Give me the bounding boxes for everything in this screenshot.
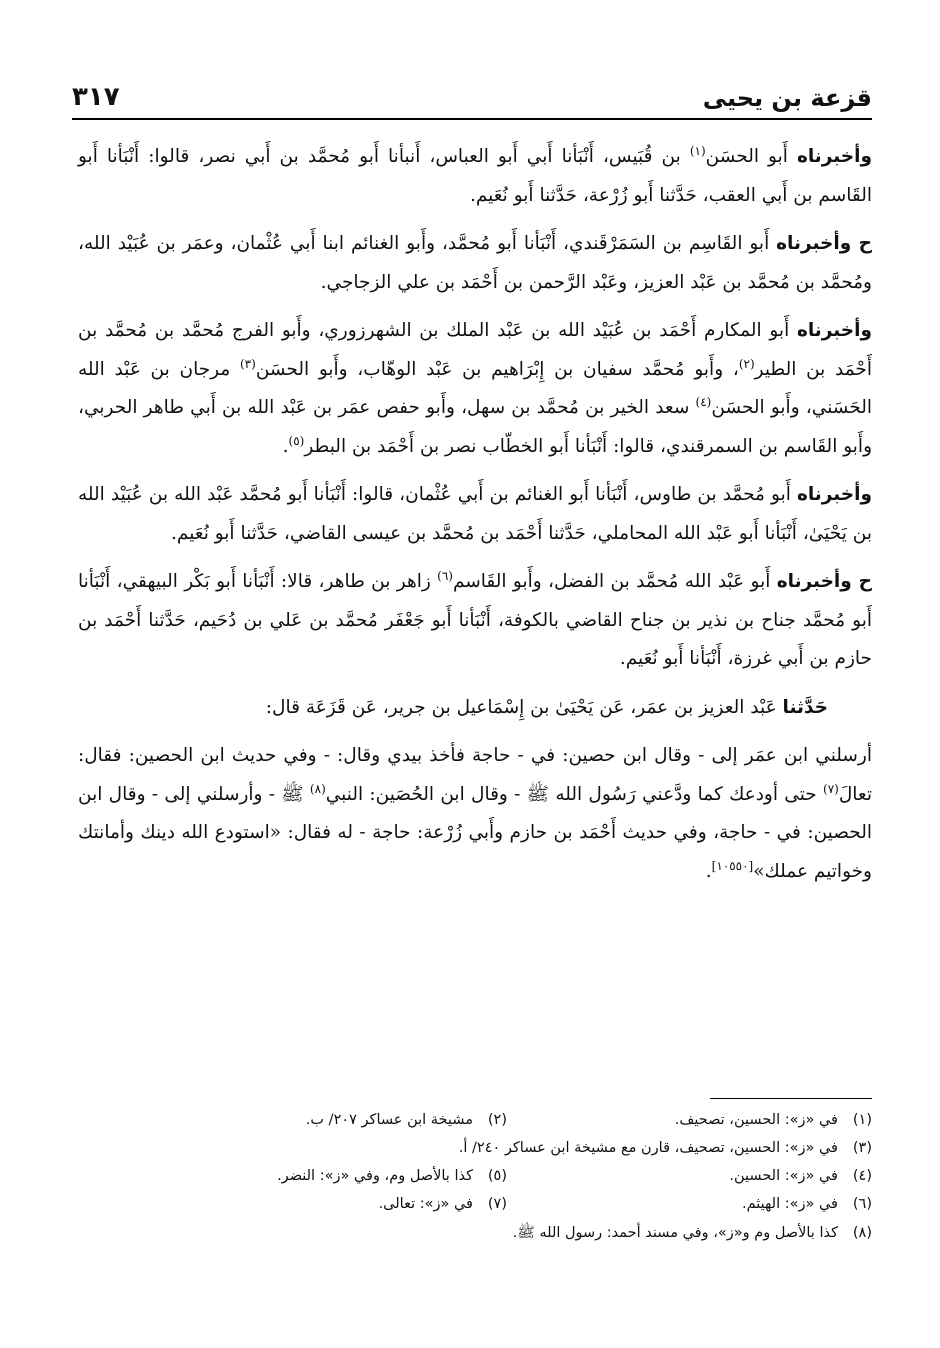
paragraph-lead: ح وأخبرناه <box>776 233 872 254</box>
footnote <box>675 1112 872 1128</box>
footnote-ref: (٣) <box>239 356 256 371</box>
text-segment: أَبو الحسَن <box>705 146 797 167</box>
text-segment: سعد الخير بن مُحمَّد بن سهل، وأَبو حفص عمَر بن عَبْد الله بن أَبي طاهر الحربي، وأَبو القَاسم بن السمرقندي، قالوا: أَنْبَأنا أَبو الخطّاب نصر بن أَحْمَد بن البطر <box>78 397 872 457</box>
footnote-number: (٧) <box>487 1196 507 1212</box>
footnote-text: في «ز»: الهيثم. <box>741 1196 838 1212</box>
text-segment: أَبو مُحمَّد بن طاوس، أَنْبَأنا أَبو الغنائم بن أَبي عُثْمان، قالوا: أَنْبَأنا أَبو مُحمَّد عَبْد الله بن عُبَيْد الله بن يَحْيَىٰ، أَنْبَأنا أَبو عَبْد الله المحاملي، حَدَّثنا أَحْمَد بن مُحمَّد بن عيسى القاضي، حَدَّثنا أَبو نُعَيم. <box>78 484 872 544</box>
text-segment: . <box>705 860 712 882</box>
footnote-number: (٦) <box>852 1196 872 1212</box>
footnote-number: (٣) <box>852 1140 872 1156</box>
running-title: قزعة بن يحيى <box>702 84 872 112</box>
paragraph <box>78 476 872 553</box>
text-segment: حتى أودعك كما ودَّعني رَسُول الله ﷺ - وقال ابن الحُصَين: النبي <box>325 783 824 805</box>
text-segment: ، وأَبو مُحمَّد سفيان بن إِبْرَاهيم بن عَبْد الوهّاب، وأَبو الحسَن <box>255 358 739 380</box>
paragraph-lead: وأخبرناه <box>796 320 872 341</box>
footnote-number: (٢) <box>487 1112 507 1128</box>
footnote-row <box>100 1112 872 1140</box>
paragraph-lead: حَدَّثنا <box>782 696 828 718</box>
footnote-ref: [١٠٥٥٠] <box>711 858 754 873</box>
paragraph <box>78 312 872 466</box>
footnote-ref: (٢) <box>738 356 755 371</box>
paragraph <box>78 138 872 215</box>
text-segment: زاهر بن طاهر، قالا: أَنْبَأنا أَبو بَكْر البيهقي، أَنْبَأنا أَبو مُحمَّد جناح بن نذير بن جناح القاضي بالكوفة، أَنْبَأنا أَبو جَعْفَر مُحمَّد بن عَلي بن دُحَيم، حَدَّثنا أَحْمَد بن حازم بن أَبي غرزة، أَنْبَأنا أَبو نُعَيم. <box>78 571 872 669</box>
text-segment: ﷺ - وأرسلني إلى - وقال ابن الحصين: في - حاجة، وفي حديث أَحْمَد بن حازم وأَبي زُرْعة: حاجة - له فقال: «استودع الله دينك وأمانتك وخواتيم عملك» <box>78 783 872 882</box>
footnote-row <box>100 1168 872 1196</box>
paragraph-lead: وأخبرناه <box>796 146 872 167</box>
paragraph-lead: ح وأخبرناه <box>776 571 873 592</box>
footnote <box>742 1196 872 1212</box>
paragraph <box>78 737 872 891</box>
page-header <box>72 78 872 120</box>
footnote-ref: (٥) <box>288 433 305 448</box>
footnote <box>729 1168 872 1184</box>
footnote <box>379 1196 507 1212</box>
paragraph-lead: وأخبرناه <box>796 484 872 505</box>
footnote-text: في «ز»: الحسين. <box>729 1168 838 1184</box>
footnote-ref: (٦) <box>437 568 453 583</box>
page-number: ٣١٧ <box>72 82 120 112</box>
footnote-text: كذا بالأصل وم و«ز»، وفي مسند أحمد: رسول الله ﷺ. <box>512 1225 838 1241</box>
footnotes <box>100 1112 872 1252</box>
text-segment: بن قُبَيس، أَنْبَأنا أَبي أَبو العباس، أَنبأنا أَبو مُحمَّد بن أَبي نصر، قالوا: أَنْبَأنا أَبو القَاسم بن أَبي العقب، حَدَّثنا أَبو زُرْعة، حَدَّثنا أَبو نُعَيم. <box>78 146 872 206</box>
footnote-row <box>100 1140 872 1168</box>
footnote-text: في «ز»: تعالى. <box>378 1196 473 1212</box>
footnote-row <box>100 1224 872 1252</box>
text-segment: مرجان بن عَبْد الله الحَسَني، وأَبو الحسَن <box>78 358 872 418</box>
footnote-text: كذا بالأصل وم، وفي «ز»: النضر. <box>277 1168 473 1184</box>
footnote-ref: (٨) <box>309 781 326 796</box>
footnote <box>306 1112 507 1128</box>
footnote-number: (٤) <box>852 1168 872 1184</box>
text-segment: أَبو القَاسِم بن السَمَرْقَندي، أَنْبَأنا أَبو مُحمَّد، وأَبو الغنائم ابنا أَبي عُثْمان، وعمَر بن عُبَيْد الله، ومُحمَّد بن مُحمَّد بن عَبْد العزيز، وعَبْد الرَّحمن بن أَحْمَد بن علي الزجاجي. <box>78 233 872 293</box>
footnote-text: مشيخة ابن عساكر ٢٠٧/ ب. <box>305 1112 473 1128</box>
footnote-number: (٥) <box>487 1168 507 1184</box>
footnote <box>277 1168 507 1184</box>
paragraph <box>78 225 872 302</box>
text-segment: عَبْد العزيز بن عمَر، عَن يَحْيَىٰ بن إِسْمَاعيل بن جرير، عَن قَزَعَة قال: <box>265 696 783 718</box>
text-segment: أَبو عَبْد الله مُحمَّد بن الفضل، وأَبو القَاسم <box>452 571 777 592</box>
footnote-row <box>100 1196 872 1224</box>
footnote <box>459 1140 872 1156</box>
footnote-number: (١) <box>852 1112 872 1128</box>
paragraph <box>78 563 872 679</box>
footnote <box>513 1224 872 1245</box>
main-text <box>78 138 872 901</box>
footnote-number: (٨) <box>852 1225 872 1241</box>
footnote-text: في «ز»: الحسين، تصحيف، قارن مع مشيخة ابن عساكر ٢٤٠/ أ. <box>458 1140 838 1156</box>
footnote-ref: (٤) <box>695 394 712 409</box>
text-segment: أَبو المكارم أَحْمَد بن عُبَيْد الله بن عَبْد الملك بن الشهرزوري، وأَبو الفرج مُحمَّد بن مُحمَّد بن أَحْمَد بن الطير <box>78 320 873 380</box>
footnote-divider <box>710 1098 872 1099</box>
footnote-ref: (٧) <box>823 781 839 796</box>
text-segment: . <box>282 435 289 457</box>
text-segment: أرسلني ابن عمَر إلى - وقال ابن حصين: في - حاجة فأخذ بيدي وقال: - وفي حديث ابن الحصين: فقال: تعالَ <box>78 745 872 805</box>
paragraph <box>78 689 872 728</box>
footnote-ref: (١) <box>689 143 706 158</box>
footnote-text: في «ز»: الحسين، تصحيف. <box>674 1112 838 1128</box>
